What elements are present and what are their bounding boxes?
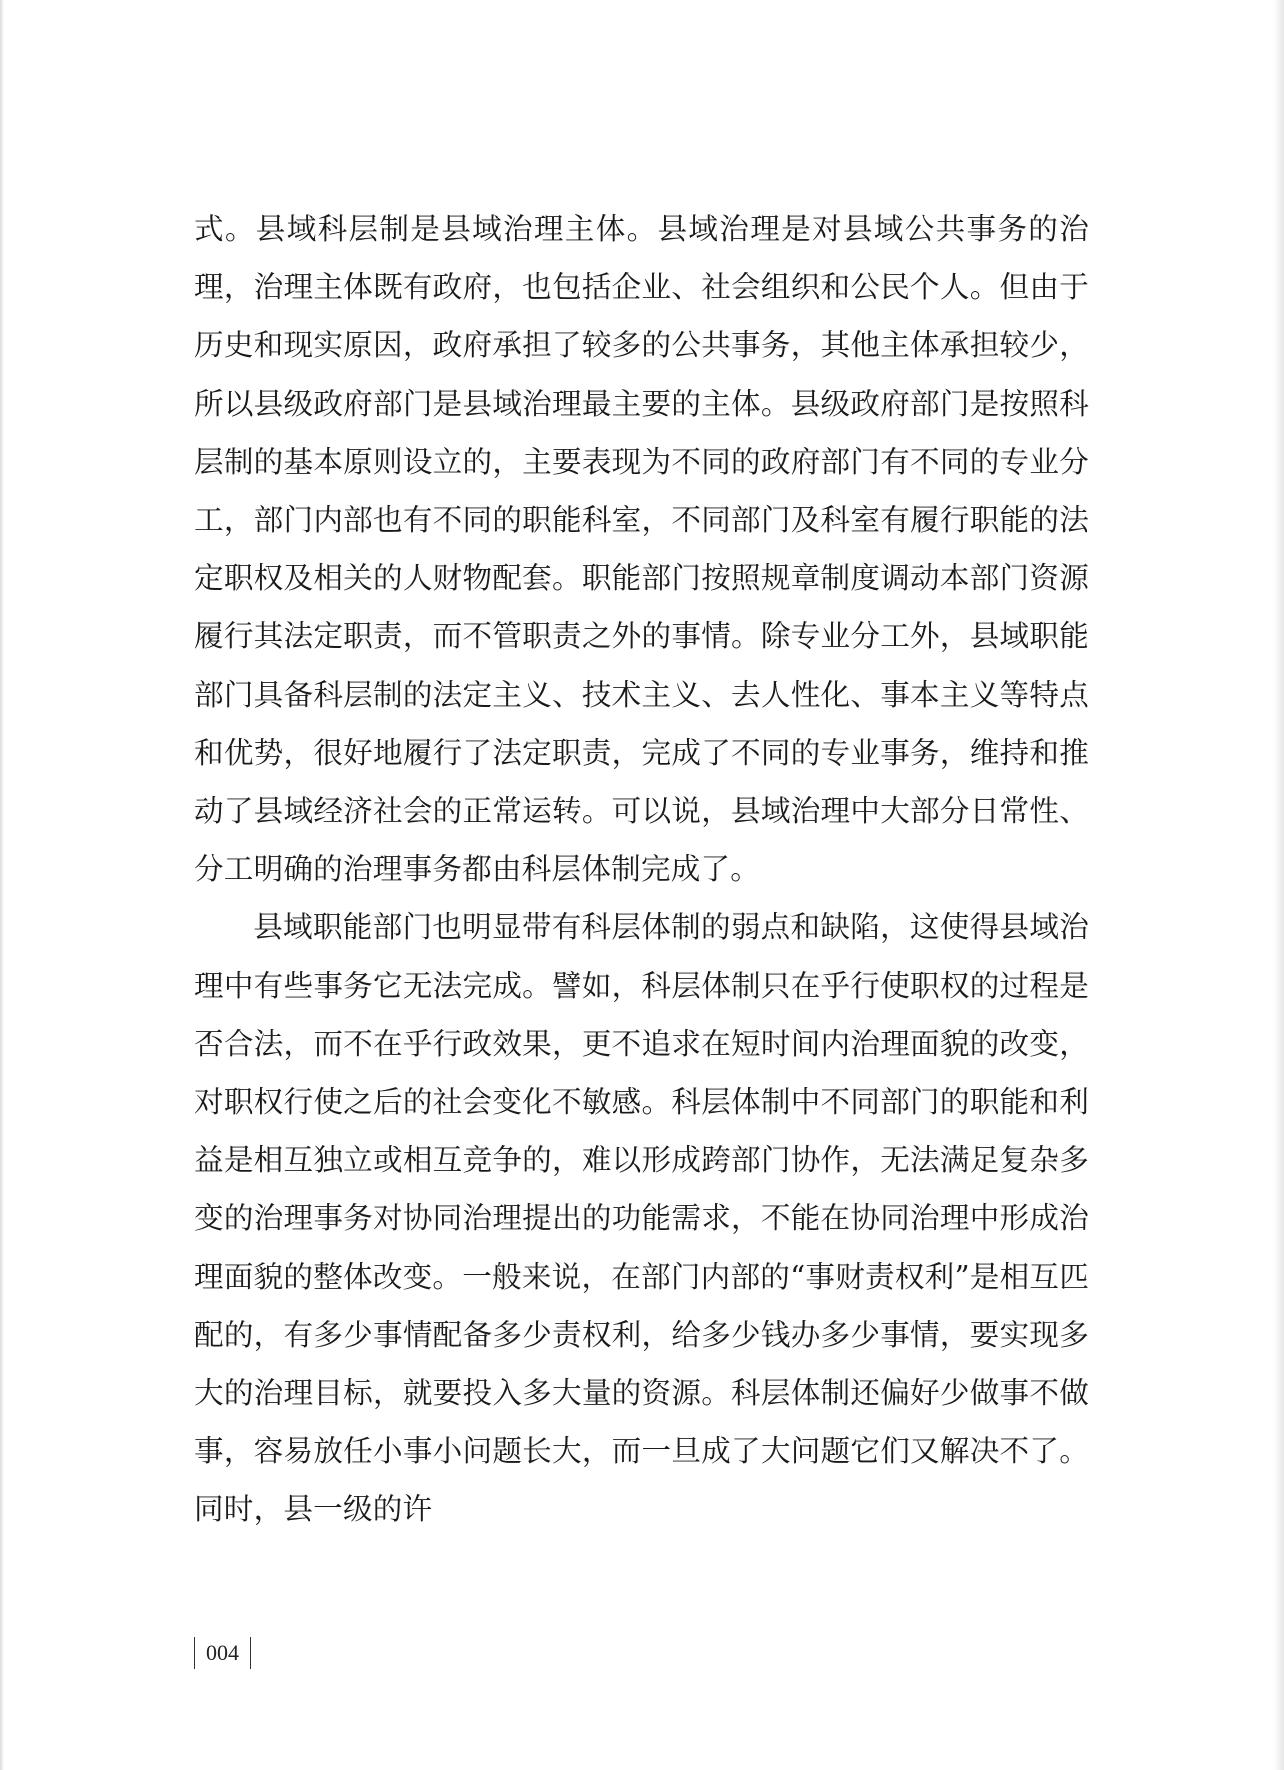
- page-number-right-rule: [250, 1637, 251, 1669]
- page-number: 004: [206, 1640, 239, 1665]
- page-edge-right: [1274, 0, 1284, 1770]
- paragraph-2: 县域职能部门也明显带有科层体制的弱点和缺陷，这使得县域治理中有些事务它无法完成。譬如，科层体制只在乎行使职权的过程是否合法，而不在乎行政效果，更不追求在短时间内治理面貌的改变，对职权行使之后的社会变化不敏感。科层体制中不同部门的职能和利益是相互独立或相互竞争的，难以形成跨部门协作，无法满足复杂多变的治理事务对协同治理提出的功能需求，不能在协同治理中形成治理面貌的整体改变。一般来说，在部门内部的“事财责权利”是相互匹配的，有多少事情配备多少责权利，给多少钱办多少事情，要实现多大的治理目标，就要投入多大量的资源。科层体制还偏好少做事不做事，容易放任小事小问题长大，而一旦成了大问题它们又解决不了。同时，县一级的许: [194, 910, 1089, 1527]
- body-text: [194, 200, 1089, 1539]
- page-footer: [194, 1636, 251, 1670]
- paragraph-1: 式。县域科层制是县域治理主体。县域治理是对县域公共事务的治理，治理主体既有政府，也包括企业、社会组织和公民个人。但由于历史和现实原因，政府承担了较多的公共事务，其他主体承担较少，所以县级政府部门是县域治理最主要的主体。县级政府部门是按照科层制的基本原则设立的，主要表现为不同的政府部门有不同的专业分工，部门内部也有不同的职能科室，不同部门及科室有履行职能的法定职权及相关的人财物配套。职能部门按照规章制度调动本部门资源履行其法定职责，而不管职责之外的事情。除专业分工外，县域职能部门具备科层制的法定主义、技术主义、去人性化、事本主义等特点和优势，很好地履行了法定职责，完成了不同的专业事务，维持和推动了县域经济社会的正常运转。可以说，县域治理中大部分日常性、分工明确的治理事务都由科层体制完成了。: [194, 212, 1089, 887]
- page-edge-left: [0, 0, 4, 1770]
